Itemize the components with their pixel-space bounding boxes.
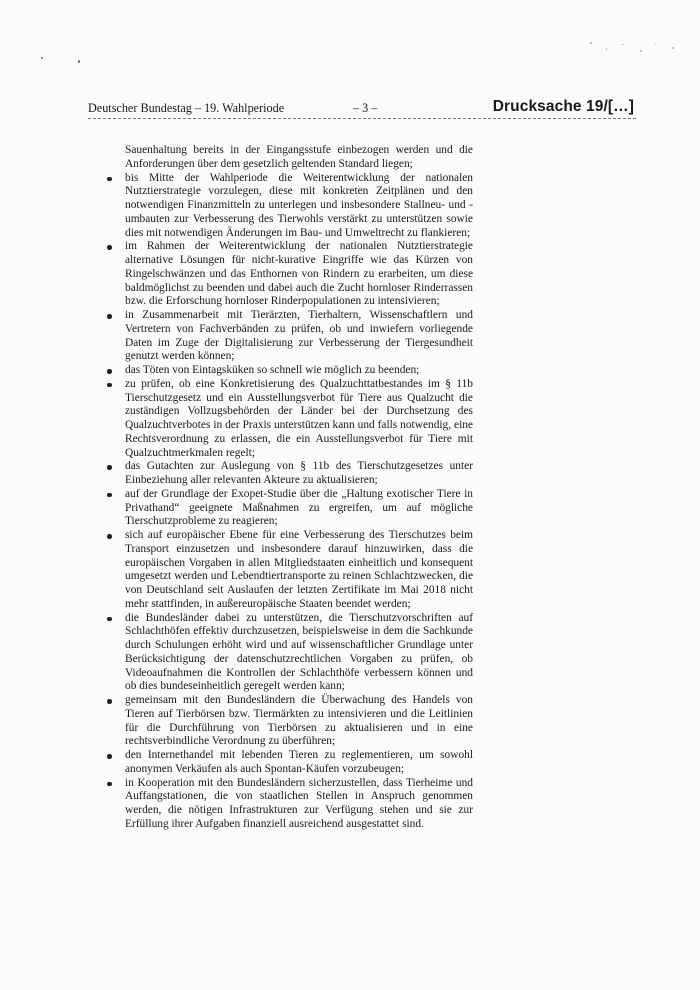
list-item: [125, 777, 473, 832]
list-item-text: bis Mitte der Wahlperiode die Weiterentwicklung der nationalen Nutztierstrategie vorzulegen, diese mit konkreten Zeitplänen und den notwendigen Finanzmitteln zu unterlegen und insbesondere Stallneu- und -umbauten zur Verbesserung des Tierwohls verstärkt zu unterstützen sowie dies mit notwendigen Änderungen im Bau- und Umweltrecht zu flankieren;: [125, 171, 473, 239]
scan-speckle: [672, 47, 674, 49]
bullet-icon: [107, 465, 112, 470]
continuation-paragraph: Sauenhaltung bereits in der Eingangsstufe einbezogen werden und die Anforderungen über dem gesetzlich geltenden Standard liegen;: [125, 144, 473, 170]
bullet-icon: [107, 782, 112, 787]
list-item: [125, 749, 473, 777]
scan-speckle: [41, 57, 43, 59]
list-item: [125, 529, 473, 612]
page-header: [88, 99, 634, 119]
bullet-icon: [107, 617, 112, 622]
page-number: – 3 –: [353, 101, 378, 115]
list-item-text: in Kooperation mit den Bundesländern sicherzustellen, dass Tierheime und Auffangstationen, die von staatlichen Stellen in Anspruch genommen werden, die nötigen Infrastrukturen zur Verfügung stehen und sie zur Erfüllung ihrer Aufgaben finanziell ausreichend ausgestattet sind.: [125, 776, 473, 830]
list-item: [125, 612, 473, 695]
list-item: [125, 694, 473, 749]
scan-speckle: [622, 44, 624, 45]
list-item-text: im Rahmen der Weiterentwicklung der nationalen Nutztierstrategie alternative Lösungen für nicht-kurative Eingriffe wie das Kürzen von Ringelschwänzen und das Enthornen von Rindern zu erarbeiten, um diese baldmöglichst zu beenden und dabei auch die Zucht hornloser Rinderrassen bzw. die Erforschung hornloser Rinderpopulationen zu intensivieren;: [125, 240, 473, 308]
bullet-icon: [107, 314, 112, 319]
bullet-icon: [107, 699, 112, 704]
list-item-text: gemeinsam mit den Bundesländern die Überwachung des Handels von Tieren auf Tierbörsen bzw. Tiermärkten zu intensivieren und die Leitlinien für die Durchführung von Tierbörsen zu aktualisieren und in eine rechtsverbindliche Verordnung zu überführen;: [125, 694, 473, 748]
list-item-text: den Internethandel mit lebenden Tieren zu reglementieren, um sowohl anonymen Verkäufen als auch Spontan-Käufen vorzubeugen;: [125, 749, 473, 775]
list-item: [125, 309, 473, 364]
bullet-icon: [107, 493, 112, 498]
body-text: [125, 144, 473, 832]
bullet-icon: [107, 383, 112, 388]
bullet-icon: [107, 534, 112, 539]
list-item: [125, 172, 473, 241]
list-item: [125, 460, 473, 488]
list-item-text: auf der Grundlage der Exopet-Studie über die „Haltung exotischer Tiere in Privathand“ geeignete Maßnahmen zu ergreifen, um auf mögliche Tierschutzprobleme zu reagieren;: [125, 487, 473, 528]
scan-speckle: [640, 50, 642, 52]
scan-speckle: [606, 48, 607, 50]
list-item-text: zu prüfen, ob eine Konkretisierung des Qualzuchttatbestandes im § 11b Tierschutzgesetz und ein Ausstellungsverbot für Tiere aus Qualzucht die zuständigen Vollzugsbehörden der Länder bei der Durchsetzung des Qualzuchtverbotes in der Praxis unterstützen kann und falls notwendig, eine Rechtsverordnung zu erlassen, die ein Ausstellungsverbot für Tiere mit Qualzuchtmerkmalen regelt;: [125, 377, 473, 459]
list-item: [125, 378, 473, 461]
list-item-text: sich auf europäischer Ebene für eine Verbesserung des Tierschutzes beim Transport einzusetzen und insbesondere darauf hinzuwirken, dass die europäischen Vorgaben in allen Mitgliedstaaten einheitlich und konsequent umgesetzt werden und Lebendtiertransporte zu reinen Schlachtzwecken, die von Deutschland seit Auslaufen der letzten Zertifikate im Mai 2018 nicht mehr stattfinden, in außereuropäische Staaten beendet werden;: [125, 529, 473, 610]
list-item-text: die Bundesländer dabei zu unterstützen, die Tierschutzvorschriften auf Schlachthöfen effektiv durchzusetzen, beispielsweise in dem die Sachkunde durch Schulungen erhöht wird und auf wissenschaftlicher Grundlage unter Berücksichtigung der datenschutzrechtlichen Vorgaben zu prüfen, ob Videoaufnahmen die Kontrollen der Schlachthöfe verbessern können und ob dies bundeseinheitlich geregelt werden kann;: [125, 611, 473, 693]
list-item: [125, 364, 473, 378]
header-parliament-label: Deutscher Bundestag – 19. Wahlperiode: [88, 101, 285, 115]
list-item-text: in Zusammenarbeit mit Tierärzten, Tierhaltern, Wissenschaftlern und Vertretern von Fachverbänden zu prüfen, ob und inwiefern vorliegende Daten im Zuge der Digitalisierung zur Verbesserung der Tiergesundheit genutzt werden können;: [125, 309, 473, 363]
list-item-text: das Töten von Eintagsküken so schnell wie möglich zu beenden;: [125, 364, 420, 376]
demands-list: [125, 172, 473, 832]
list-item: [125, 240, 473, 309]
scan-speckle: [78, 60, 80, 63]
list-item: [125, 488, 473, 529]
bullet-icon: [107, 177, 112, 182]
scan-speckle: [655, 43, 656, 44]
drucksache-label: Drucksache 19/[…]: [492, 98, 634, 115]
bullet-icon: [107, 754, 112, 759]
bullet-icon: [107, 369, 112, 374]
list-item-text: das Gutachten zur Auslegung von § 11b des Tierschutzgesetzes unter Einbeziehung aller relevanten Akteure zu aktualisieren;: [125, 460, 473, 486]
header-rule: [88, 118, 636, 119]
bullet-icon: [107, 245, 112, 250]
scan-speckle: [590, 42, 592, 44]
